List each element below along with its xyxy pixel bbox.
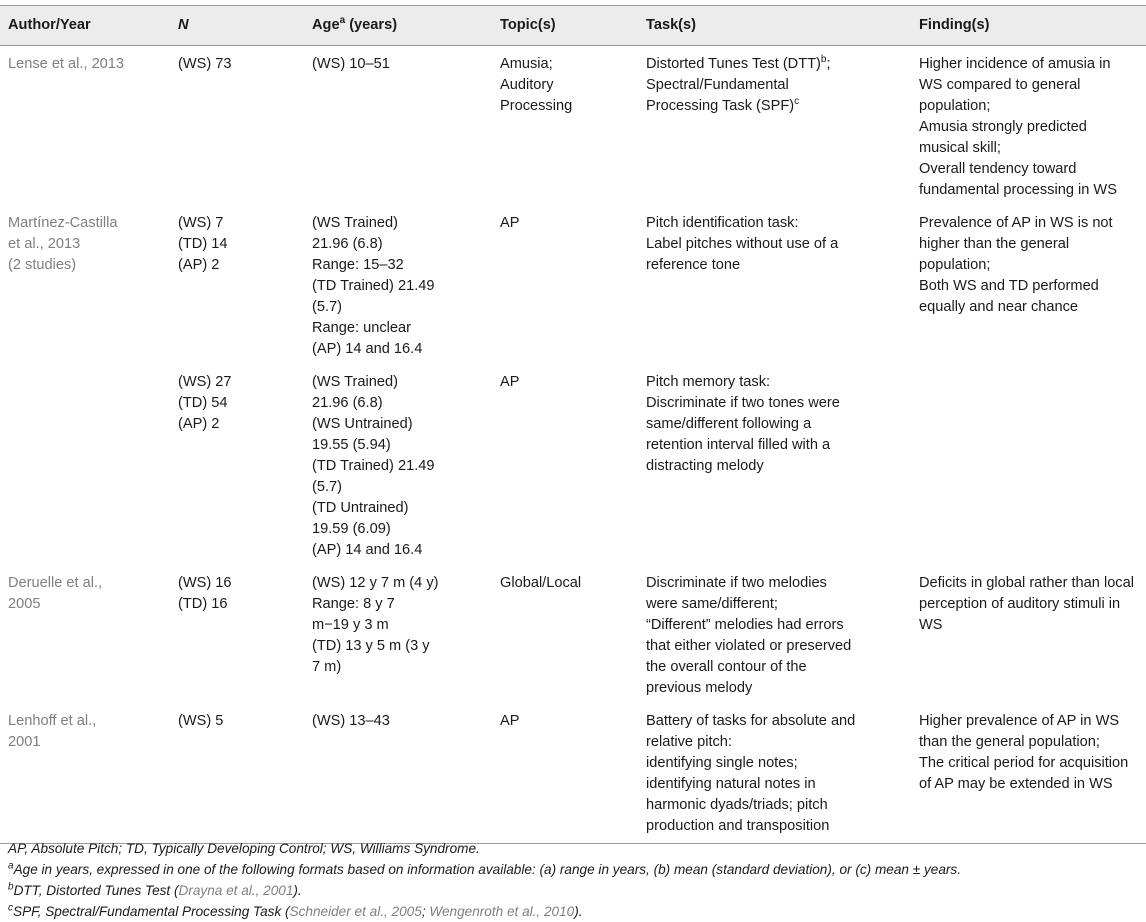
cell-topic: AP bbox=[500, 215, 520, 231]
cell-age: (WS) 13–43 bbox=[304, 703, 492, 844]
cell-finding bbox=[911, 364, 1146, 565]
cell-task: Pitch identification task: Label pitches without use of a reference tone bbox=[646, 215, 839, 273]
header-topic: Topic(s) bbox=[492, 6, 638, 46]
table-row bbox=[0, 46, 1146, 206]
cell-task: Discriminate if two melodies were same/different; “Different” melodies had errors that either violated or preserved the overall contour of the previous melody bbox=[646, 575, 852, 696]
header-age: Age$^a$ (years) bbox=[304, 6, 492, 46]
cell-finding: Prevalence of AP in WS is not higher than the general population; Both WS and TD performed equally and near chance bbox=[919, 215, 1113, 315]
cell-n: (WS) 5 bbox=[170, 703, 304, 844]
cell-finding: Higher incidence of amusia in WS compared to general population; Amusia strongly predicted musical skill; Overall tendency toward fundamental processing in WS bbox=[919, 56, 1117, 198]
table-row bbox=[0, 565, 1146, 703]
studies-table bbox=[0, 5, 1146, 844]
footnote-a: $^a$Age in years, expressed in one of the following formats based on information available: (a) range in years, (b) mean (standard deviation), or (c) mean ± years. bbox=[8, 860, 961, 877]
cell-age: (WS Trained) 21.96 (6.8) (WS Untrained) 19.55 (5.94) (TD Trained) 21.49 (5.7) (TD Untrained) 19.59 (6.09) (AP) 14 and 16.4 bbox=[312, 374, 435, 558]
cell-n: (WS) 16 (TD) 16 bbox=[178, 575, 232, 612]
table-header-row bbox=[0, 6, 1146, 46]
cell-age: (WS) 10–51 bbox=[312, 56, 390, 72]
cell-topic: AP bbox=[500, 374, 520, 390]
cell-task: Battery of tasks for absolute and relative pitch: identifying single notes; identifying natural notes in harmonic dyads/triads; pitch production and transposition bbox=[638, 703, 911, 844]
cell-author: Lenhoff et al., 2001 bbox=[0, 703, 170, 844]
cell-task: Distorted Tunes Test (DTT)$^b$; Spectral/Fundamental Processing Task (SPF)$^c$ bbox=[646, 54, 831, 114]
table-row bbox=[0, 205, 1146, 364]
cell-topic: AP bbox=[492, 703, 638, 844]
cell-finding: Higher prevalence of AP in WS than the general population; The critical period for acquisition of AP may be extended in WS bbox=[911, 703, 1146, 844]
table-row bbox=[0, 364, 1146, 565]
reference-link[interactable]: Wengenroth et al., 2010 bbox=[429, 904, 575, 919]
cell-topic: Global/Local bbox=[500, 575, 582, 591]
footnote-abbreviations: AP, Absolute Pitch; TD, Typically Developing Control; WS, Williams Syndrome. bbox=[8, 841, 480, 856]
footnote-b: $^b$DTT, Distorted Tunes Test (Drayna et al., 2001). bbox=[8, 881, 302, 898]
cell-finding: Deficits in global rather than local perception of auditory stimuli in WS bbox=[919, 575, 1134, 633]
cell-n: (WS) 27 (TD) 54 (AP) 2 bbox=[178, 374, 232, 432]
header-author: Author/Year bbox=[0, 6, 170, 46]
cell-topic: Amusia; Auditory Processing bbox=[500, 56, 573, 114]
reference-link[interactable]: Drayna et al., 2001 bbox=[178, 883, 294, 898]
reference-link[interactable]: Schneider et al., 2005 bbox=[289, 904, 422, 919]
header-task: Task(s) bbox=[638, 6, 911, 46]
cell-age: (WS Trained) 21.96 (6.8) Range: 15–32 (TD Trained) 21.49 (5.7) Range: unclear (AP) 14 and 16.4 bbox=[312, 215, 435, 357]
cell-n: (WS) 73 bbox=[178, 56, 232, 72]
header-finding: Finding(s) bbox=[911, 6, 1146, 46]
cell-author: Lense et al., 2013 bbox=[8, 56, 125, 72]
cell-author: Martínez-Castilla et al., 2013 (2 studies) bbox=[8, 215, 118, 273]
cell-author: Deruelle et al., 2005 bbox=[8, 575, 103, 612]
cell-n: (WS) 7 (TD) 14 (AP) 2 bbox=[178, 215, 228, 273]
cell-age: (WS) 12 y 7 m (4 y) Range: 8 y 7 m−19 y 3 m (TD) 13 y 5 m (3 y 7 m) bbox=[312, 575, 439, 675]
table-footnotes bbox=[8, 838, 1138, 922]
footnote-c: $^c$SPF, Spectral/Fundamental Processing Task (Schneider et al., 2005; Wengenroth et al., 2010). bbox=[8, 902, 583, 919]
cell-task: Pitch memory task: Discriminate if two tones were same/different following a retention interval filled with a distracting melody bbox=[646, 374, 840, 474]
table-row bbox=[0, 703, 1146, 844]
cell-author bbox=[0, 364, 170, 565]
header-n: N bbox=[170, 6, 304, 46]
